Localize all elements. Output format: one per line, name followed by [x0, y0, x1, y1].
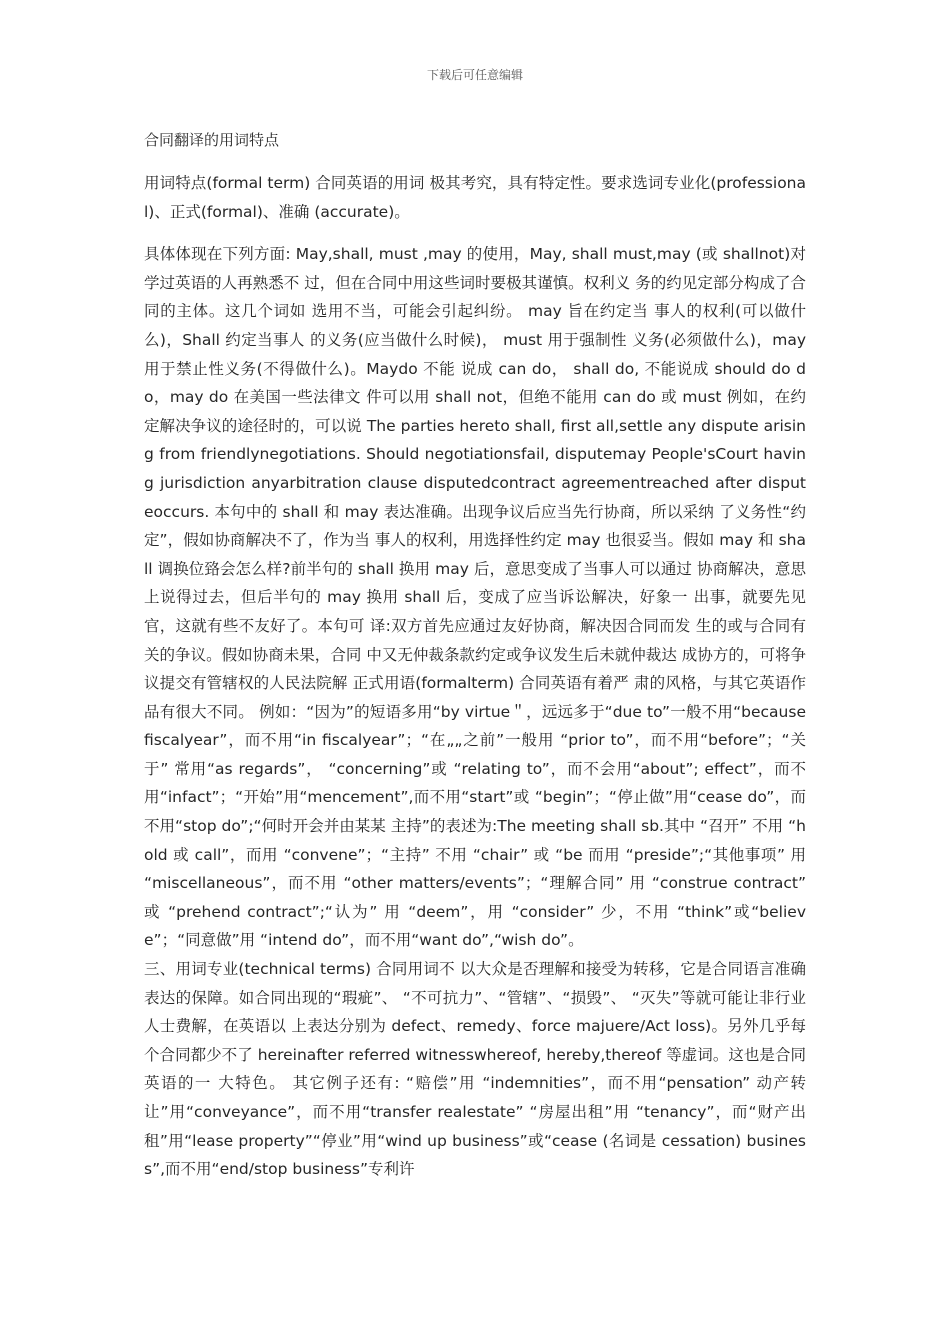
paragraph-intro: 用词特点(formal term) 合同英语的用词 极其考究，具有特定性。要求选词专业化(professional)、正式(formal)、准确 (accurate)。: [144, 174, 806, 221]
document-body: [144, 126, 806, 1184]
paragraph-technical-terms: 三、用词专业(technical terms) 合同用词不 以大众是否理解和接受为转移，它是合同语言准确表达的保障。如合同出现的“瑕疵”、 “不可抗力”、“管辖”、“损毁”、 “灭失”等就可能让非行业人士费解，在英语以 上表达分别为 defect、remedy、force majuere/Act loss)。另外几乎每个合同都少不了 hereinafter referred witnesswhereof, hereby,thereof 等虚词。这也是合同英语的一 大特色。 其它例子还有: “赔偿”用 “indemnities”，而不用“pensation” 动产转让”用“conveyance”，而不用“transfer realestate” “房屋出租”用 “tenancy”，而“财产出租”用“lease property”“停业”用“wind up business”或“cease (名词是 cessation) business”,而不用“end/stop business”专利许: [144, 960, 806, 1179]
document-title: 合同翻译的用词特点: [144, 131, 280, 149]
paragraph-details: 具体体现在下列方面: May,shall, must ,may 的使用，May, shall must,may (或 shallnot)对学过英语的人再熟悉不 过，但在合同中用这些词时要极其谨慎。权利义 务的约见定部分构成了合同的主体。这几个词如 选用不当，可能会引起纠纷。 may 旨在约定当 事人的权利(可以做什么)，Shall 约定当事人 的义务(应当做什么时候)， must 用于强制性 义务(必须做什么)，may 用于禁止性义务(不得做什么)。Maydo 不能 说成 can do， shall do, 不能说成 should do do，may do 在美国一些法律文 件可以用 shall not，但绝不能用 can do 或 must 例如，在约定解决争议的途径时的，可以说 The parties hereto shall, first all,settle any dispute arising from friendlynegotiations. Should negotiationsfail, disputemay People'sCourt having jurisdiction anyarbitration clause disputedcontract agreementreached after disputeoccurs. 本句中的 shall 和 may 表达准确。出现争议后应当先行协商，所以采纳 了义务性“约定”，假如协商解决不了，作为当 事人的权利，用选择性约定 may 也很妥当。假如 may 和 shall 调换位臵会怎么样?前半句的 shall 换用 may 后，意思变成了当事人可以通过 协商解决，意思上说得过去，但后半句的 may 换用 shall 后，变成了应当诉讼解决，好象一 出事，就要先见官，这就有些不友好了。本句可 译:双方首先应通过友好协商，解决因合同而发 生的或与合同有关的争议。假如协商未果，合同 中又无仲裁条款约定或争议发生后未就仲裁达 成协方的，可将争议提交有管辖权的人民法院解 正式用语(formalterm) 合同英语有着严 肃的风格，与其它英语作品有很大不同。 例如：“因为”的短语多用“by virtue＂，远远多于“due to”一般不用“because fiscalyear”，而不用“in fiscalyear”；“在„„之前”一般用 “prior to”，而不用“before”；“关于” 常用“as regards”， “concerning”或 “relating to”，而不会用“about”; effect”，而不用“infact”；“开始”用“mencement”,而不用“start”或 “begin”；“停止做”用“cease do”，而不用“stop do”;“何时开会并由某某 主持”的表述为:The meeting shall sb.其中 “召开” 不用 “hold 或 call”，而用 “convene”；“主持” 不用 “chair” 或 “be 而用 “preside”;“其他事项” 用 “miscellaneous”，而不用 “other matters/events”；“理解合同” 用 “construe contract” 或 “prehend contract”;“认为” 用 “deem”，用 “consider” 少，不用 “think”或“believe”；“同意做”用 “intend do”，而不用“want do”,“wish do”。: [144, 245, 806, 950]
page-header: 下载后可任意编辑: [426, 68, 523, 82]
